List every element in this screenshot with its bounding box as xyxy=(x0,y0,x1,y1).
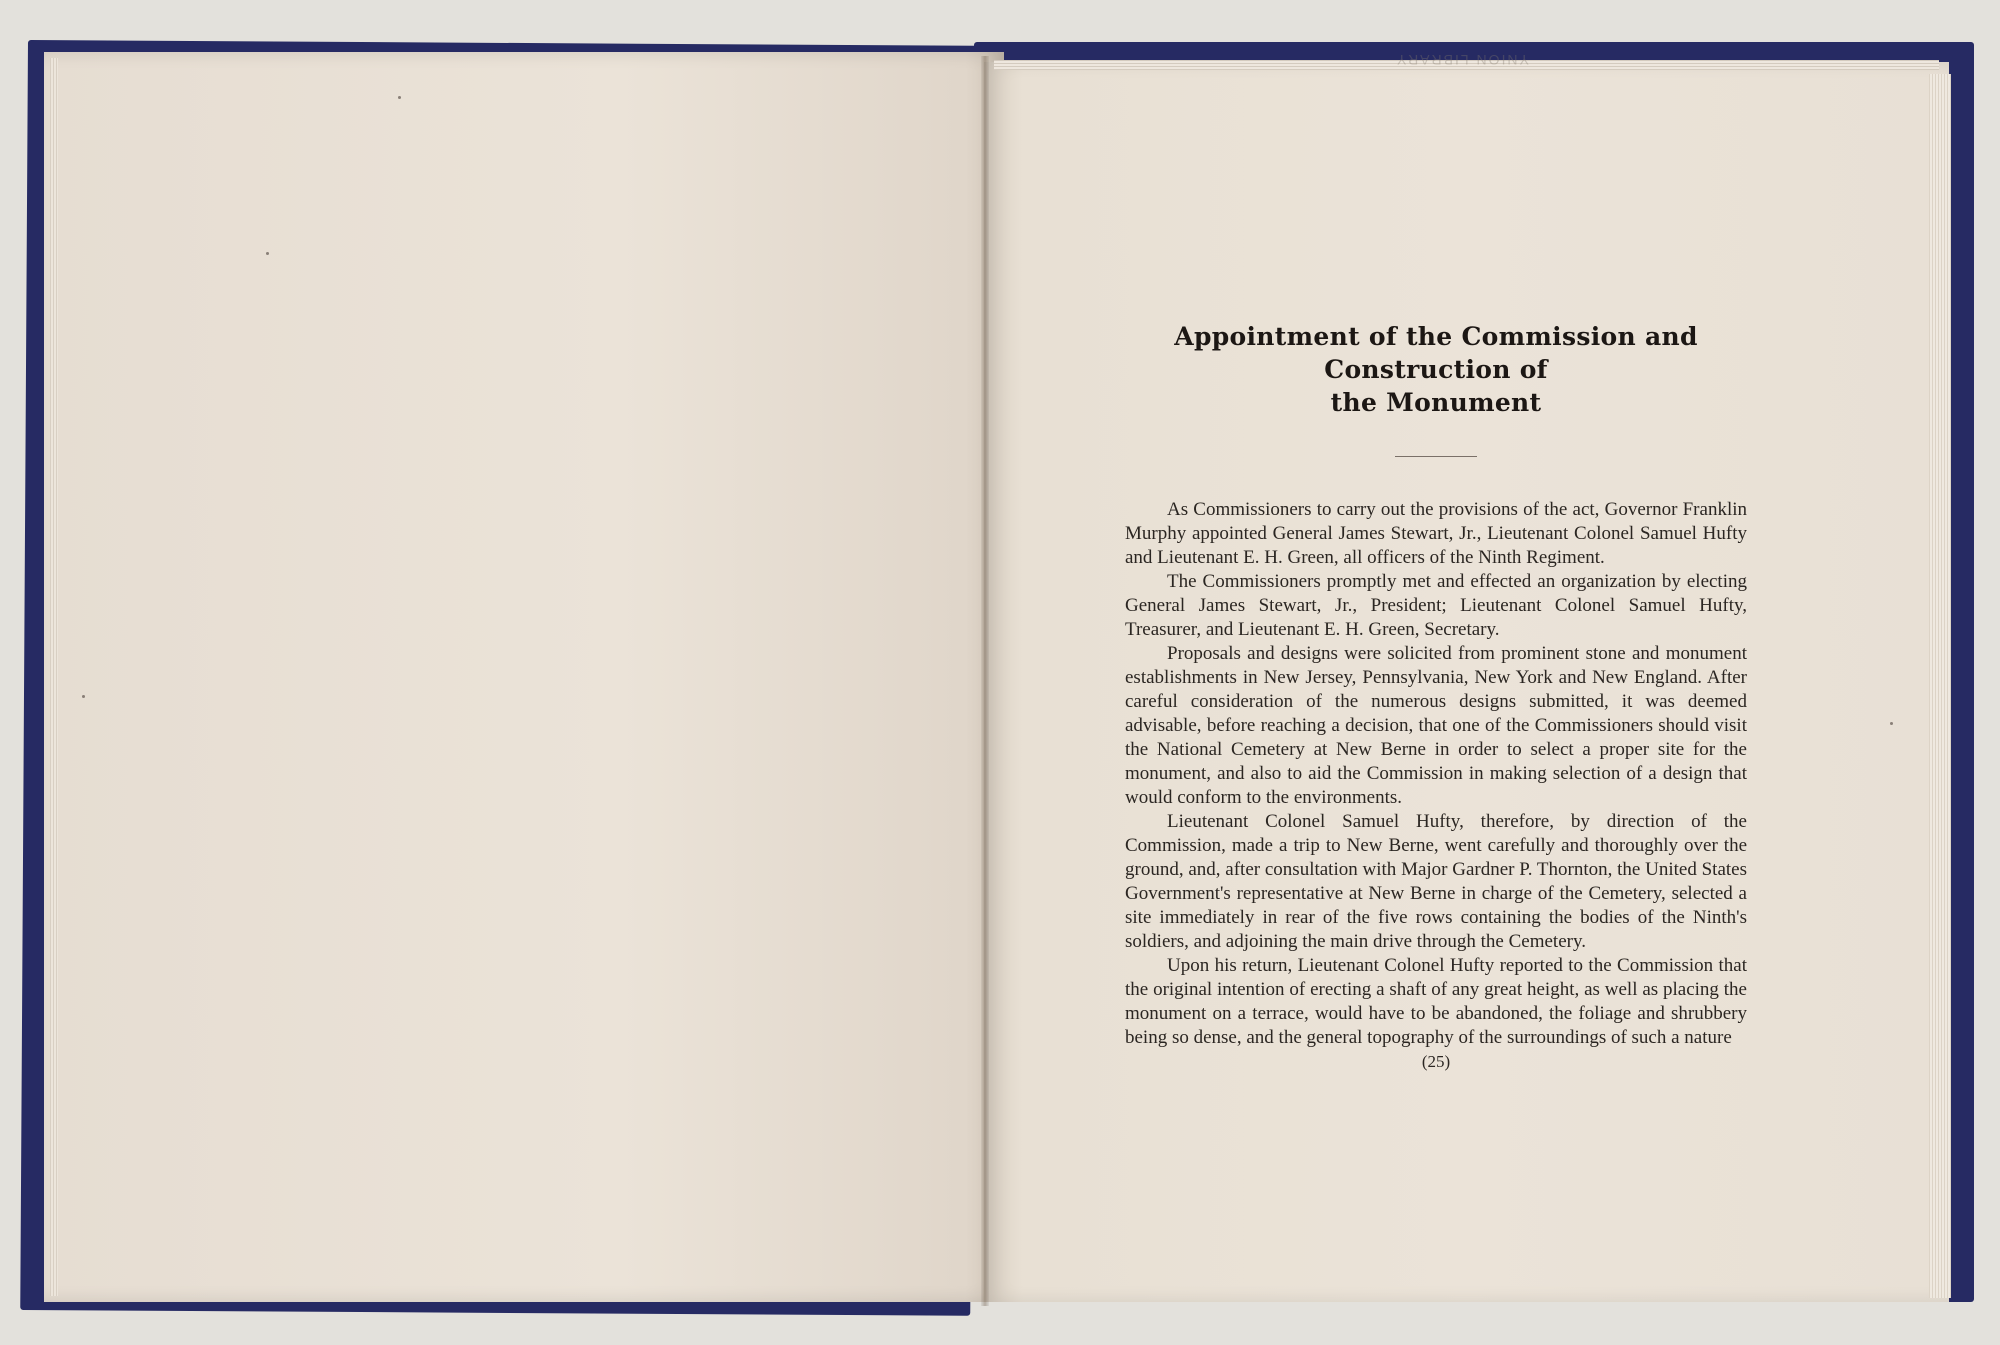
paper-speck xyxy=(266,252,269,255)
paper-speck xyxy=(398,96,401,99)
title-divider xyxy=(1395,456,1477,457)
left-page-edge xyxy=(50,58,58,1296)
paragraph: Upon his return, Lieutenant Colonel Hufty reported to the Commission that the original intention of erecting a shaft of any great height, as well as placing the monument on a terrace, would have to be abandoned, the foliage and shrubbery being so dense, and the general topography of the surroundings of such a nature xyxy=(1125,955,1747,1048)
paper-speck xyxy=(82,695,85,698)
left-page-blank xyxy=(44,52,1004,1302)
library-stamp: ΥNION LIBRARY xyxy=(1395,52,1529,68)
right-page-content xyxy=(1125,320,1747,1072)
paragraph: Lieutenant Colonel Samuel Hufty, therefore, by direction of the Commission, made a trip to New Berne, went carefully and thoroughly over the ground, and, after consultation with Major Gardner P. Thornton, the United States Government's representative at New Berne in charge of the Cemetery, selected a site immediately in rear of the five rows containing the bodies of the Ninth's soldiers, and adjoining the main drive through the Cemetery. xyxy=(1125,811,1747,952)
body-text xyxy=(1125,498,1747,1050)
paragraph: As Commissioners to carry out the provisions of the act, Governor Franklin Murphy appointed General James Stewart, Jr., Lieutenant Colonel Samuel Hufty and Lieutenant E. H. Green, all officers of the Ninth Regiment. xyxy=(1125,499,1747,568)
page-number: (25) xyxy=(1421,1052,1451,1071)
page-stack-right xyxy=(1929,74,1951,1298)
book-gutter xyxy=(981,56,989,1306)
chapter-title-line-2: the Monument xyxy=(1330,388,1542,417)
paragraph: Proposals and designs were solicited from prominent stone and monument establishments in New Jersey, Pennsylvania, New York and New England. After careful consideration of the numerous designs submitted, it was deemed advisable, before reaching a decision, that one of the Commissioners should visit the National Cemetery at New Berne in order to select a proper site for the monument, and also to aid the Commission in making selection of a design that would conform to the environments. xyxy=(1125,643,1747,808)
paper-speck xyxy=(1890,722,1893,725)
chapter-title xyxy=(1125,320,1747,419)
paragraph: The Commissioners promptly met and effected an organization by electing General James Stewart, Jr., President; Lieutenant Colonel Samuel Hufty, Treasurer, and Lieutenant E. H. Green, Secretary. xyxy=(1125,571,1747,640)
chapter-title-line-1: Appointment of the Commission and Construction of xyxy=(1174,322,1698,384)
